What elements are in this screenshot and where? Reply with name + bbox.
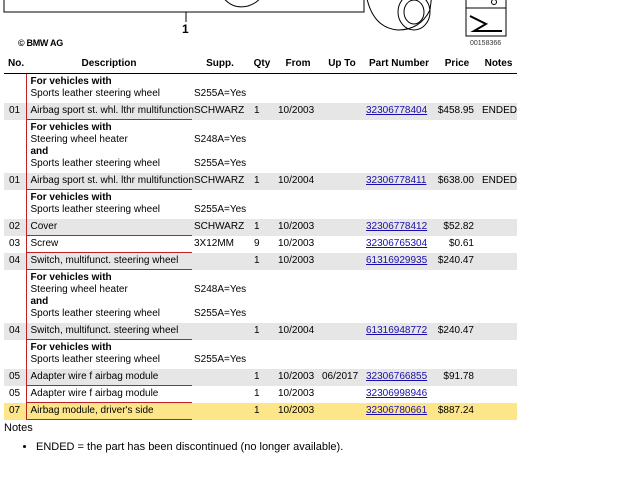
notes-heading: Notes (4, 422, 33, 434)
part-no: 05 (9, 388, 21, 399)
parts-table-body (4, 74, 517, 420)
part-number-cell (364, 369, 434, 386)
header-qty: Qty (248, 54, 276, 74)
condition-empty-cell (248, 270, 276, 324)
condition-empty-cell (364, 270, 434, 324)
part-no: 05 (4, 369, 26, 386)
part-notes (480, 323, 517, 340)
part-number-cell (364, 219, 434, 236)
condition-empty-cell (320, 120, 364, 174)
diagram-legend-box (466, 0, 506, 8)
condition-text: Steering wheel heater (30, 284, 128, 295)
part-notes (480, 369, 517, 386)
condition-empty-cell (364, 120, 434, 174)
header-price: Price (434, 54, 480, 74)
part-no: 03 (9, 238, 21, 249)
condition-empty-cell (320, 190, 364, 220)
part-notes: ENDED (480, 103, 517, 120)
condition-supp-code: S248A=Yes (194, 283, 247, 295)
condition-no-cell (4, 120, 26, 174)
part-no: 04 (4, 323, 26, 340)
part-number-link[interactable]: 32306780661 (366, 405, 428, 416)
condition-empty-cell (276, 190, 320, 220)
condition-text: For vehicles with (30, 342, 112, 353)
part-from: 10/2004 (276, 173, 320, 190)
part-description: Switch, multifunct. steering wheel (26, 253, 192, 270)
part-number-link[interactable]: 32306766855 (366, 371, 428, 383)
condition-text: and (30, 146, 49, 157)
part-supp (192, 403, 248, 420)
condition-empty-cell (276, 340, 320, 370)
part-qty: 1 (248, 253, 276, 270)
condition-empty-cell (480, 120, 517, 174)
condition-supp (192, 340, 248, 370)
part-qty: 1 (248, 103, 276, 120)
part-description: Adapter wire f airbag module (26, 369, 192, 386)
part-notes (480, 403, 517, 420)
condition-supp-code: S255A=Yes (194, 157, 247, 169)
diagram-callout-number: 1 (182, 22, 189, 36)
part-number-cell (364, 403, 434, 420)
part-description: Screw (26, 236, 192, 253)
part-supp: SCHWARZ (192, 173, 248, 190)
header-from: From (276, 54, 320, 74)
condition-supp-spacer (194, 76, 246, 88)
condition-text: Sports leather steering wheel (30, 158, 161, 169)
condition-supp-spacer (194, 342, 246, 354)
condition-text: Sports leather steering wheel (30, 308, 161, 319)
header-description: Description (26, 54, 192, 74)
part-description: Airbag sport st. whl. lthr multifunction (26, 103, 192, 120)
table-row (4, 369, 517, 386)
part-price: $887.24 (434, 403, 480, 420)
part-description: Airbag sport st. whl. lthr multifunction (26, 173, 192, 190)
table-row (4, 236, 517, 253)
part-from: 10/2004 (276, 323, 320, 340)
part-qty: 1 (248, 403, 276, 420)
condition-row (4, 270, 517, 324)
part-price: $91.78 (434, 369, 480, 386)
condition-text: Sports leather steering wheel (30, 354, 161, 365)
table-header-row (4, 54, 517, 74)
table-row (4, 219, 517, 236)
condition-supp (192, 270, 248, 324)
header-no: No. (4, 54, 26, 74)
header-notes: Notes (480, 54, 517, 74)
part-price: $638.00 (434, 173, 480, 190)
condition-supp-spacer (194, 192, 246, 204)
part-qty: 1 (254, 388, 260, 399)
condition-row (4, 190, 517, 220)
part-supp: SCHWARZ (192, 219, 248, 236)
table-row (4, 103, 517, 120)
parts-diagram (0, 0, 520, 52)
part-notes (480, 253, 517, 270)
condition-empty-cell (248, 340, 276, 370)
condition-description (26, 74, 192, 104)
condition-supp-code: S248A=Yes (194, 133, 247, 145)
part-qty: 1 (248, 323, 276, 340)
part-up-to (320, 253, 364, 270)
table-row (4, 253, 517, 270)
part-from: 10/2003 (276, 219, 320, 236)
condition-empty-cell (480, 270, 517, 324)
part-up-to (320, 173, 364, 190)
condition-supp (192, 74, 248, 104)
part-number-cell (364, 386, 434, 403)
part-notes (480, 219, 517, 236)
condition-empty-cell (434, 190, 480, 220)
condition-supp (192, 190, 248, 220)
header-up-to: Up To (320, 54, 364, 74)
part-description: Switch, multifunct. steering wheel (26, 323, 192, 340)
part-supp: SCHWARZ (192, 103, 248, 120)
note-item: • ENDED = the part has been discontinued (no longer available). (36, 440, 343, 454)
condition-no-cell (4, 190, 26, 220)
condition-supp-code: S255A=Yes (194, 307, 247, 319)
condition-supp-spacer (194, 122, 246, 134)
condition-empty-cell (434, 340, 480, 370)
condition-supp-spacer (194, 272, 246, 284)
condition-supp-spacer (194, 296, 246, 308)
copyright-text: © BMW AG (18, 38, 63, 48)
part-supp (192, 253, 248, 270)
part-up-to (320, 103, 364, 120)
condition-no-cell (4, 270, 26, 324)
part-notes: ENDED (480, 173, 517, 190)
part-from: 10/2003 (276, 369, 320, 386)
diagram-id: 00158366 (470, 40, 502, 47)
parts-table (4, 54, 517, 420)
condition-description (26, 120, 192, 174)
part-from: 10/2003 (278, 388, 315, 399)
condition-description (26, 340, 192, 370)
condition-text: For vehicles with (30, 192, 112, 203)
notes-list (0, 440, 343, 454)
table-row (4, 323, 517, 340)
part-from: 10/2003 (276, 403, 320, 420)
diagram-part-outline (222, 0, 262, 7)
part-number-cell (364, 253, 434, 270)
part-number-cell (364, 323, 434, 340)
part-supp (192, 323, 248, 340)
part-number-link[interactable]: 61316929935 (366, 255, 428, 266)
condition-empty-cell (276, 270, 320, 324)
condition-empty-cell (320, 340, 364, 370)
condition-supp-code: S255A=Yes (194, 353, 247, 365)
diagram-legend-arrow (470, 16, 502, 31)
part-price: $0.61 (448, 238, 474, 249)
table-row (4, 403, 517, 420)
condition-supp-code: S255A=Yes (194, 203, 247, 215)
diagram-wheel-hub (398, 0, 430, 30)
condition-empty-cell (364, 190, 434, 220)
condition-supp-spacer (194, 146, 246, 158)
part-no: 01 (4, 173, 26, 190)
part-from: 10/2003 (276, 103, 320, 120)
condition-supp-code: S255A=Yes (194, 88, 247, 99)
condition-text: Steering wheel heater (30, 134, 128, 145)
part-description: Adapter wire f airbag module (26, 386, 192, 403)
condition-text: For vehicles with (30, 76, 112, 87)
part-qty: 1 (248, 219, 276, 236)
part-up-to (320, 386, 364, 403)
part-no: 07 (4, 403, 26, 420)
part-qty: 9 (254, 238, 260, 249)
part-price: $458.95 (434, 103, 480, 120)
condition-empty-cell (434, 270, 480, 324)
part-description: Airbag module, driver's side (26, 403, 192, 420)
condition-no-cell (4, 340, 26, 370)
condition-empty-cell (434, 74, 480, 104)
part-number-cell (364, 236, 434, 253)
condition-empty-cell (364, 74, 434, 104)
part-qty: 1 (248, 369, 276, 386)
part-up-to (320, 236, 364, 253)
part-supp: 3X12MM (194, 238, 235, 249)
condition-text: For vehicles with (30, 122, 112, 133)
part-qty: 1 (248, 173, 276, 190)
part-number-link[interactable]: 32306998946 (366, 388, 428, 399)
condition-empty-cell (248, 190, 276, 220)
part-supp (192, 386, 248, 403)
condition-supp (192, 120, 248, 174)
part-supp (192, 369, 248, 386)
condition-row (4, 340, 517, 370)
condition-empty-cell (248, 74, 276, 104)
header-supp: Supp. (192, 54, 248, 74)
table-row (4, 386, 517, 403)
condition-row (4, 120, 517, 174)
part-number-link[interactable]: 32306778412 (366, 221, 428, 233)
diagram-frame (4, 0, 364, 12)
condition-description (26, 190, 192, 220)
part-price: $240.47 (434, 253, 480, 270)
part-notes (480, 386, 517, 403)
part-notes (480, 236, 517, 253)
part-up-to (320, 219, 364, 236)
part-no: 04 (4, 253, 26, 270)
condition-empty-cell (320, 270, 364, 324)
part-number-link[interactable]: 32306778404 (366, 105, 428, 117)
part-price: $52.82 (434, 219, 480, 236)
condition-text: Sports leather steering wheel (30, 88, 161, 99)
part-number-link[interactable]: 32306765304 (366, 238, 428, 249)
condition-empty-cell (364, 340, 434, 370)
part-up-to (320, 403, 364, 420)
table-row (4, 173, 517, 190)
condition-text: Sports leather steering wheel (30, 204, 161, 215)
part-no: 01 (4, 103, 26, 120)
part-price (434, 386, 480, 403)
part-price: $240.47 (434, 323, 480, 340)
condition-empty-cell (276, 74, 320, 104)
condition-empty-cell (480, 74, 517, 104)
condition-empty-cell (248, 120, 276, 174)
part-number-cell (364, 173, 434, 190)
part-no: 02 (4, 219, 26, 236)
part-up-to: 06/2017 (320, 369, 364, 386)
part-from: 10/2003 (276, 253, 320, 270)
condition-row (4, 74, 517, 104)
part-description: Cover (26, 219, 192, 236)
header-part-number: Part Number (364, 54, 434, 74)
part-from: 10/2003 (278, 238, 315, 249)
condition-empty-cell (480, 340, 517, 370)
condition-empty-cell (480, 190, 517, 220)
part-number-link[interactable]: 32306778411 (366, 175, 427, 187)
condition-no-cell (4, 74, 26, 104)
condition-text: and (30, 296, 49, 307)
condition-empty-cell (434, 120, 480, 174)
condition-description (26, 270, 192, 324)
condition-text: For vehicles with (30, 272, 112, 283)
condition-empty-cell (320, 74, 364, 104)
part-number-link[interactable]: 61316948772 (366, 325, 428, 337)
condition-empty-cell (276, 120, 320, 174)
diagram-drawing (0, 0, 520, 52)
part-up-to (320, 323, 364, 340)
part-number-cell (364, 103, 434, 120)
